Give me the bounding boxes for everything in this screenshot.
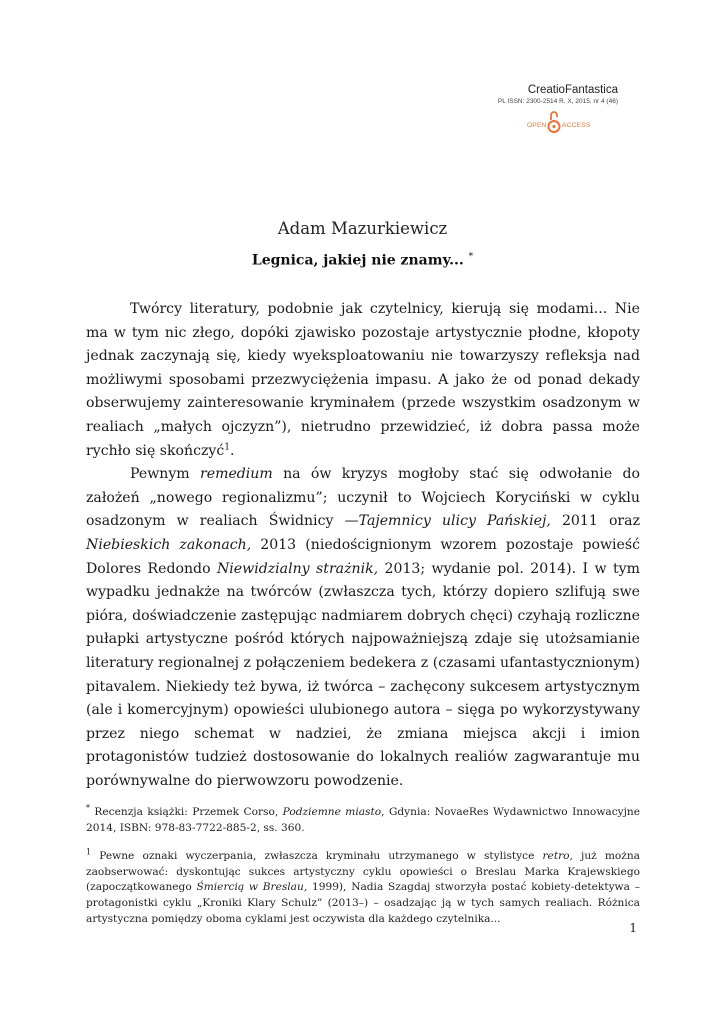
footnote-text: Recenzja książki: Przemek Corso, (90, 806, 283, 818)
paragraph-2-text: 2013 (niedoścignionym wzorem pozostaje powieść Dolores Redondo (86, 536, 640, 577)
italic-term: remedium (200, 466, 273, 483)
article-title-text: Legnica, jakiej nie znamy... (251, 252, 464, 269)
open-access-label-open: OPEN (527, 122, 547, 129)
italic-book-title: Śmiercią w Breslau, (196, 881, 308, 894)
paragraph-2-text: 2013; wydanie pol. 2014). I w tym wypadku jednakże na twórców (zwłaszcza tych, którzy dopiero szlifują swe pióra, doświadczenie zastępując nadmiarem dobrych chęci) czyhają rozliczne pułapki artystyczne pośród których najpoważniejszą zdaje się utożsamianie literatury regionalnej z połączeniem bedekera z (czasami ufantastycznionym) pitavalem. Niekiedy też bywa, iż twórca – zachęcony sukcesem artystycznym (ale i komercyjnym) opowieści ulubionego autora – sięga po wykorzystywany przez niego schemat w nadziei, że zmiana miejsca akcji i imion protagonistów tudzież dostosowanie do lokalnych realiów zagwarantuje mu porównywalne do pierwowzoru powodzenie. (86, 560, 640, 789)
article-author: Adam Mazurkiewicz (277, 219, 448, 238)
open-access-label-access: ACCESS (562, 122, 591, 129)
footnote-ref-1: 1 (224, 441, 231, 452)
footnote-text: , już można zaobserwować: dyskontując sukces artystyczny cyklu opowieści o Breslau Marka Krajewskiego (zapoczątkowanego (86, 850, 641, 894)
footnote-mark: * (86, 803, 90, 813)
footnotes (86, 805, 640, 940)
journal-header (498, 84, 618, 105)
footnote-text: Pewne oznaki wyczerpania, zwłaszcza kryminału utrzymanego w stylistyce (91, 850, 543, 863)
paragraph-2-text: Pewnym (130, 466, 200, 483)
paragraph-2-text: na ów kryzys mogłoby stać się odwołanie do założeń „nowego regionalizmu”; uczynił to Wojciech Koryciński w cyklu osadzonym w realiach Świdnicy — (86, 466, 640, 530)
article-body (86, 298, 640, 793)
footnote-text: , Gdynia: NovaeRes Wydawnictwo Innowacyjne 2014, ISBN: 978-83-7722-885-2, ss. 360. (86, 806, 640, 834)
open-access-badge (527, 109, 597, 135)
title-footnote-mark: * (468, 252, 474, 262)
paragraph-2-text: 2011 oraz (550, 513, 640, 530)
footnote-review (86, 805, 640, 836)
page-number: 1 (629, 921, 637, 935)
footnote-mark: 1 (86, 847, 92, 857)
footnote-text: 1999), Nadia Szagdaj stworzyła postać kobiety-detektywa – protagonistki cyklu „Kroniki Klary Schulz” (2013–) – osadzając ją w tych samych realiach. Różnica artystyczna pomiędzy oboma cyklami jest oczywista dla każdego czytelnika... (86, 881, 641, 925)
italic-term: retro (542, 850, 570, 863)
italic-book-title: Niebieskich zakonach, (86, 536, 252, 553)
italic-book-title: Podziemne miasto (282, 806, 382, 818)
article-title (0, 252, 725, 269)
footnote-1 (86, 849, 640, 927)
journal-issn: PL ISSN: 2300-2514 R. X, 2015, nr 4 (46) (497, 98, 618, 105)
italic-book-title: Niewidzialny strażnik, (216, 560, 379, 577)
paragraph-1: Twórcy literatury, podobnie jak czytelnicy, kierują się modami... Nie ma w tym nic złego, dopóki zjawisko pozostaje artystycznie płodne, kłopoty jednak zaczynają się, kiedy wyeksploatowaniu nie towarzyszy refleksja nad możliwymi sposobami przezwyciężenia impasu. A jako że od ponad dekady obserwujemy zainteresowanie kryminałem (przede wszystkim osadzonym w realiach „małych ojczyzn”), nietrudno przewidzieć, iż dobra passa może rychło się skończyć$^1$. (86, 301, 640, 459)
paragraph-1-text: Twórcy literatury, podobnie jak czytelnicy, kierują się modami... Nie ma w tym nic złego, dopóki zjawisko pozostaje artystycznie płodne, kłopoty jednak zaczynają się, kiedy wyeksploatowaniu nie towarzyszy refleksja nad możliwymi sposobami przezwyciężenia impasu. A jako że od ponad dekady obserwujemy zainteresowanie kryminałem (przede wszystkim osadzonym w realiach „małych ojczyzn”), nietrudno przewidzieć, iż dobra passa może rychło się skończyć (86, 301, 640, 459)
paragraph-2 (86, 463, 640, 793)
italic-book-title: Tajemnicy ulicy Pańskiej, (358, 513, 551, 530)
journal-name: CreatioFantastica (527, 84, 618, 96)
open-access-lock-icon (547, 109, 561, 135)
